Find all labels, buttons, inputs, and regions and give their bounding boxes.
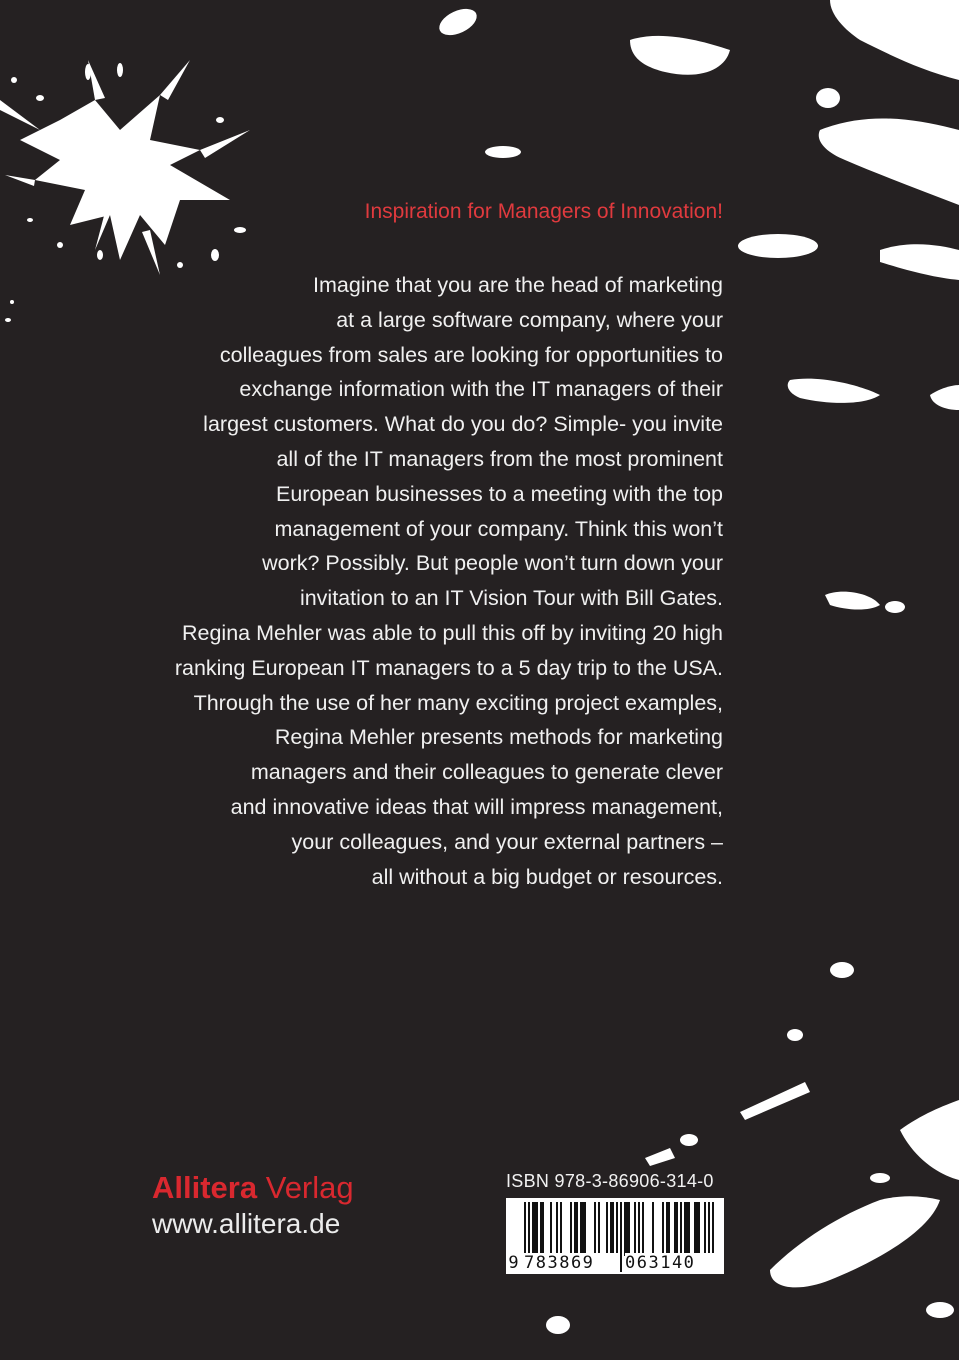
barcode-bar — [684, 1202, 686, 1256]
blurb-line: Regina Mehler was able to pull this off by inviting 20 high — [181, 620, 723, 645]
barcode-bar — [570, 1202, 572, 1256]
barcode-lead-digit: 9 — [508, 1253, 519, 1273]
blurb-line: largest customers. What do you do? Simple- you invite — [203, 412, 723, 437]
barcode-bar — [704, 1202, 706, 1256]
barcode-bar — [560, 1202, 562, 1256]
blurb-line: Imagine that you are the head of marketing — [313, 273, 723, 297]
barcode-bar — [576, 1202, 578, 1256]
barcode-bar — [674, 1202, 676, 1256]
blurb-line: European businesses to a meeting with the top — [275, 481, 723, 506]
blurb-line: all of the IT managers from the most prominent — [276, 446, 723, 471]
barcode-bar — [612, 1202, 614, 1256]
barcode-bar — [580, 1202, 582, 1256]
barcode-bar — [698, 1202, 700, 1256]
publisher-name — [152, 1170, 354, 1206]
blurb-line: Through the use of her many exciting project examples, — [193, 690, 723, 715]
publisher-website: www.allitera.de — [152, 1208, 341, 1239]
barcode-group-left: 783869 — [524, 1253, 620, 1273]
blurb-line: all without a big budget or resources. — [371, 864, 723, 889]
barcode-bar — [628, 1202, 630, 1256]
blurb-line: managers and their colleagues to generate clever — [250, 760, 723, 785]
barcode-bar — [606, 1202, 608, 1256]
barcode-bar — [534, 1202, 536, 1256]
publisher-name-rest: Verlag — [257, 1170, 354, 1205]
barcode-bar — [610, 1202, 612, 1256]
barcode-bar — [540, 1202, 542, 1256]
barcode-bar — [686, 1202, 688, 1256]
blurb-line: and innovative ideas that will impress management, — [230, 794, 723, 819]
blurb-line: invitation to an IT Vision Tour with Bill Gates. — [299, 586, 723, 611]
barcode-bar — [532, 1202, 534, 1256]
blurb-line: your colleagues, and your external partners – — [291, 829, 723, 854]
barcode-bar — [642, 1202, 644, 1256]
blurb-line: exchange information with the IT managers of their — [239, 377, 723, 402]
barcode-bar — [626, 1202, 628, 1256]
barcode-bar — [676, 1202, 678, 1256]
barcode-bar — [680, 1202, 682, 1256]
blurb-line: colleagues from sales are looking for opportunities to — [219, 342, 723, 367]
barcode-bar — [542, 1202, 544, 1256]
isbn-text: ISBN 978-3-86906-314-0 — [506, 1171, 714, 1191]
publisher-name-bold: Allitera — [152, 1170, 258, 1205]
barcode-bar — [688, 1202, 690, 1256]
barcode-bar — [662, 1202, 664, 1256]
barcode-digits — [506, 1253, 724, 1273]
blurb-line: Regina Mehler presents methods for marketing — [274, 725, 723, 750]
barcode-bar — [574, 1202, 576, 1256]
barcode-bar — [634, 1202, 636, 1256]
barcode-bar — [556, 1202, 558, 1256]
tagline: Inspiration for Managers of Innovation! — [364, 200, 723, 223]
back-cover-blurb — [175, 268, 723, 894]
barcode-bar — [582, 1202, 584, 1256]
barcode-bar — [666, 1202, 668, 1256]
barcode-bar — [696, 1202, 698, 1256]
blurb-line: ranking European IT managers to a 5 day trip to the USA. — [174, 655, 723, 680]
barcode-bar — [668, 1202, 670, 1256]
blurb-line: management of your company. Think this won’t — [274, 516, 723, 541]
blurb-line: at a large software company, where your — [336, 307, 723, 332]
barcode-bar — [536, 1202, 538, 1256]
barcode-bar — [584, 1202, 586, 1256]
barcode-bar — [652, 1202, 654, 1256]
barcode-bar — [624, 1202, 626, 1256]
blurb-line: work? Possibly. But people won’t turn down your — [262, 551, 723, 576]
isbn-barcode — [506, 1198, 724, 1274]
barcode-bar — [594, 1202, 596, 1256]
barcode-bar — [598, 1202, 600, 1256]
barcode-group-right: 063140 — [625, 1253, 721, 1273]
barcode-bar — [550, 1202, 552, 1256]
barcode-bar — [638, 1202, 640, 1256]
barcode-bar — [694, 1202, 696, 1256]
